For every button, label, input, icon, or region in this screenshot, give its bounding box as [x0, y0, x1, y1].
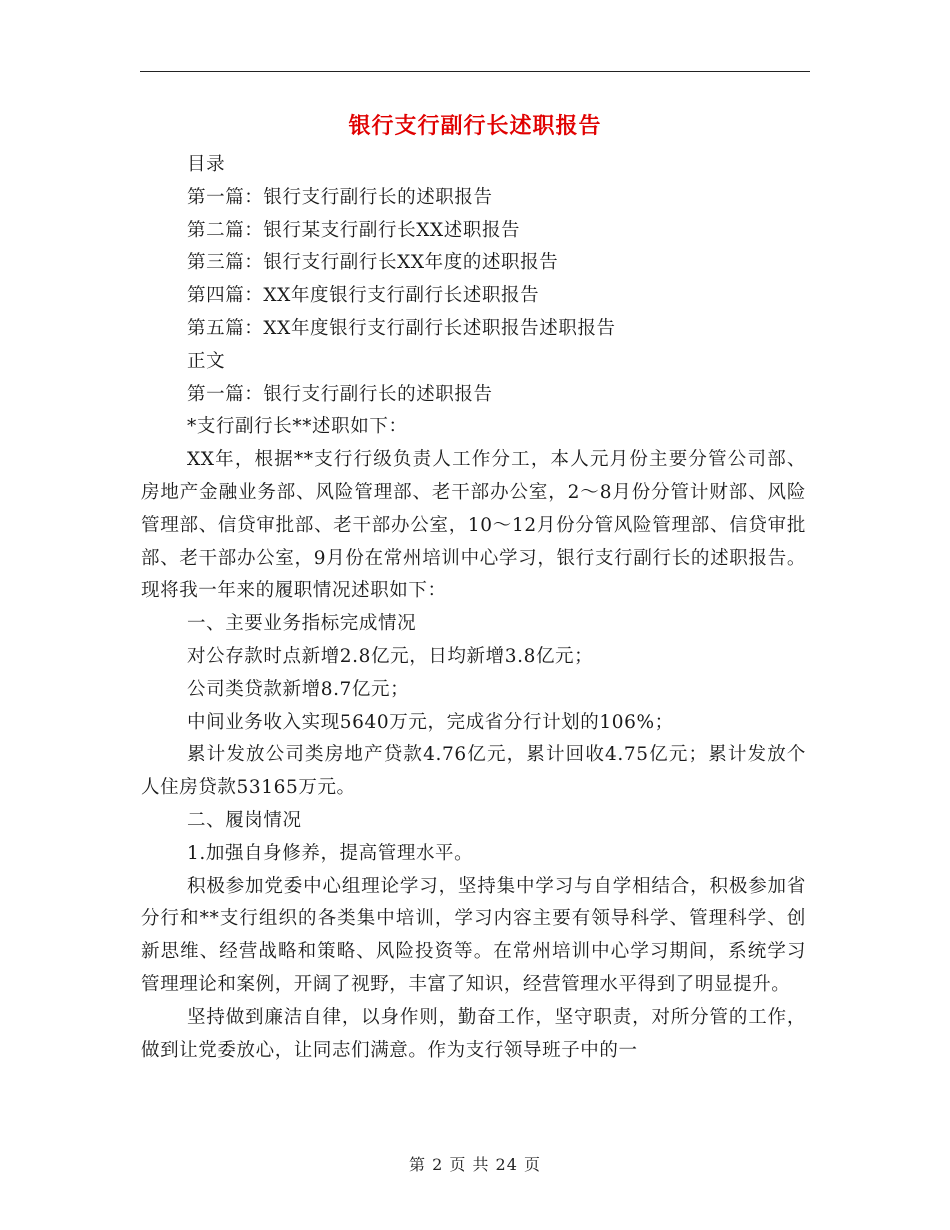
indicator-item-1: 对公存款时点新增2.8亿元，日均新增3.8亿元； [187, 645, 594, 667]
subsection-heading-1: 1.加强自身修养，提高管理水平。 [187, 842, 474, 864]
section-heading-2: 二、履岗情况 [187, 809, 302, 831]
section-heading-1: 一、主要业务指标完成情况 [187, 613, 417, 635]
indicator-item-4: 累计发放公司类房地产贷款4.76亿元，累计回收4.75亿元；累计发放个人住房贷款53165万元。 [141, 744, 806, 799]
paragraph-study: 积极参加党委中心组理论学习，坚持集中学习与自学相结合，积极参加省分行和**支行组织的各类集中培训，学习内容主要有领导科学、管理科学、创新思维、经营战略和策略、风险投资等。在常州培训中心学习期间，系统学习管理理论和案例，开阔了视野，丰富了知识，经营管理水平得到了明显提升。 [141, 875, 806, 995]
toc-item-3: 第三篇：银行支行副行长XX年度的述职报告 [187, 252, 559, 274]
body-heading: 正文 [187, 350, 226, 372]
paragraph-integrity: 坚持做到廉洁自律，以身作则，勤奋工作，坚守职责，对所分管的工作，做到让党委放心，让同志们满意。作为支行领导班子中的一 [141, 1006, 806, 1061]
paragraph-work-division: XX年，根据**支行行级负责人工作分工，本人元月份主要分管公司部、房地产金融业务部、风险管理部、老干部办公室，2～8月份分管计财部、风险管理部、信贷审批部、老干部办公室，10～12月份分管风险管理部、信贷审批部、老干部办公室，9月份在常州培训中心学习，银行支行副行长的述职报告。现将我一年来的履职情况述职如下： [141, 449, 806, 602]
chapter-title: 第一篇：银行支行副行长的述职报告 [187, 383, 493, 405]
page-number-footer: 第 2 页 共 24 页 [409, 1155, 541, 1174]
toc-heading: 目录 [187, 154, 226, 175]
intro-line: *支行副行长**述职如下： [187, 416, 408, 438]
toc-item-4: 第四篇：XX年度银行支行副行长述职报告 [187, 285, 540, 307]
indicator-item-3: 中间业务收入实现5640万元，完成省分行计划的106%； [187, 711, 674, 733]
toc-item-5: 第五篇：XX年度银行支行副行长述职报告述职报告 [187, 317, 616, 339]
document-title: 银行支行副行长述职报告 [348, 113, 602, 139]
toc-item-2: 第二篇：银行某支行副行长XX述职报告 [187, 219, 521, 241]
indicator-item-2: 公司类贷款新增8.7亿元； [187, 678, 410, 700]
toc-item-1: 第一篇：银行支行副行长的述职报告 [187, 186, 493, 208]
document-body [141, 149, 806, 1067]
header-rule [140, 71, 810, 72]
